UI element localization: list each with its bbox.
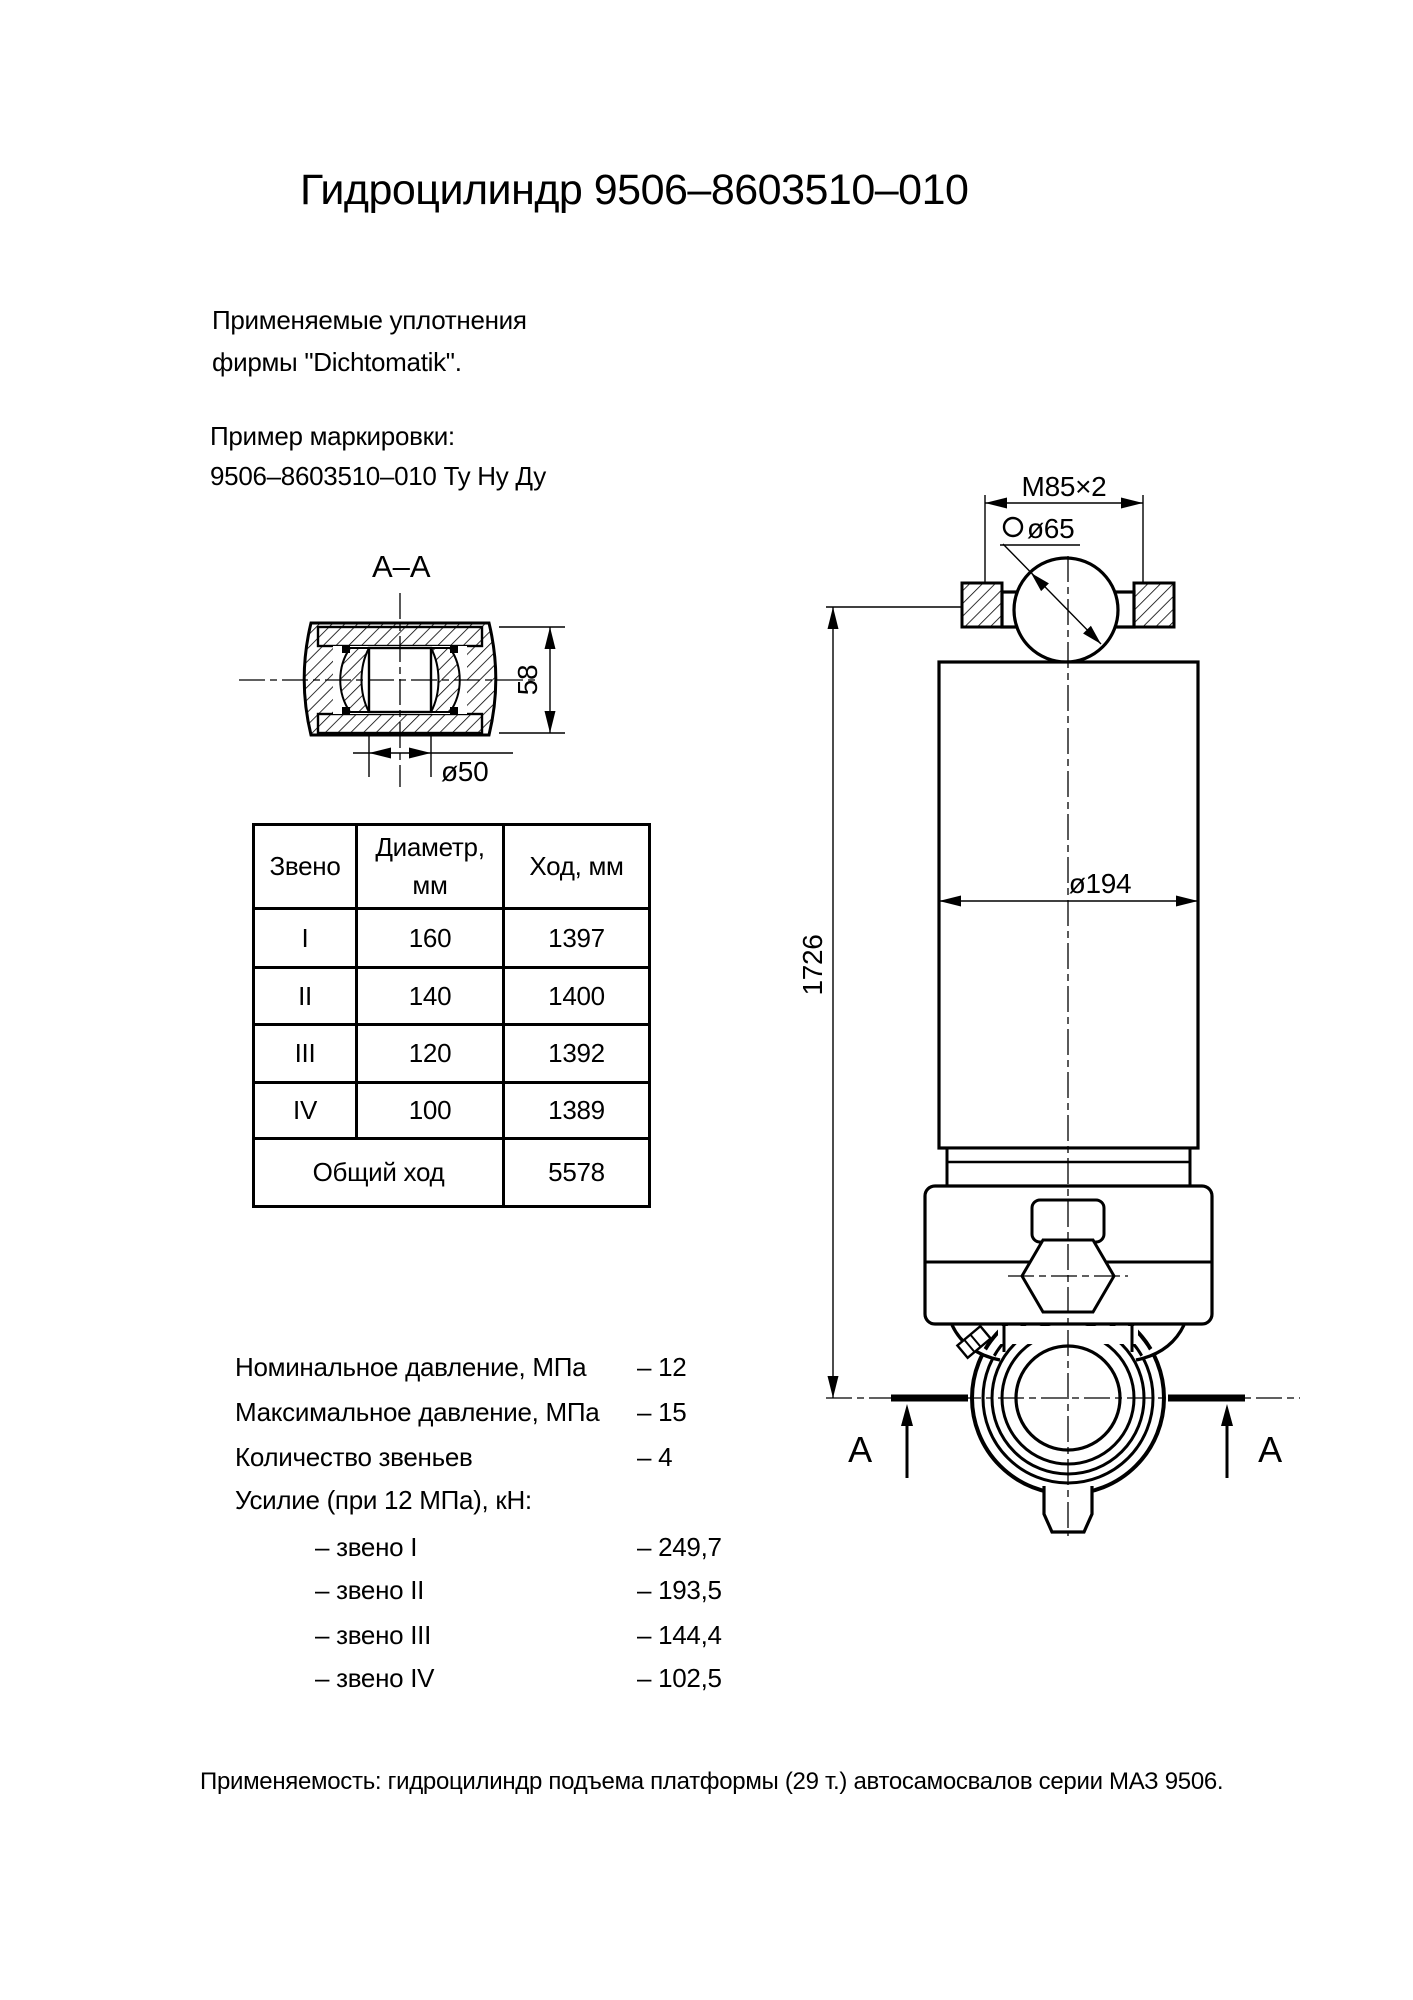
col-header-stroke: Ход, мм: [504, 825, 650, 909]
table-row: IV 100 1389: [254, 1083, 650, 1139]
spec-label: Усилие (при 12 МПа), кН:: [235, 1485, 532, 1515]
table-row: III 120 1392: [254, 1025, 650, 1083]
section-letter-right: A: [1258, 1429, 1282, 1470]
arrowhead: [1121, 498, 1143, 509]
dim-text-58: 58: [512, 664, 543, 696]
arrowhead: [545, 711, 556, 733]
col-header-diameter: Диаметр, мм: [357, 825, 504, 909]
marking-value: 9506–8603510–010 Ту Ну Ду: [210, 461, 546, 491]
seal-ring: [450, 645, 458, 653]
section-letter-left: A: [848, 1429, 872, 1470]
section-view-a-a: [215, 575, 615, 805]
seals-note-line2: фирмы "Dichtomatik".: [212, 347, 462, 377]
spec-label-indent: – звено I: [315, 1532, 418, 1562]
spec-value: – 12: [637, 1352, 687, 1382]
spec-label: Номинальное давление, МПа: [235, 1352, 587, 1382]
total-value: 5578: [504, 1139, 650, 1207]
arrowhead: [828, 607, 839, 629]
seals-note-line1: Применяемые уплотнения: [212, 305, 527, 335]
dim-text-barrel: ø194: [1068, 868, 1132, 899]
col-header-link: Звено: [254, 825, 357, 909]
spec-label: Максимальное давление, МПа: [235, 1397, 600, 1427]
dim-text-bore: ø50: [441, 756, 489, 787]
sphere-diameter-symbol: [1004, 518, 1022, 536]
ball-head: [1014, 558, 1118, 662]
section-arrow-left: [901, 1404, 913, 1426]
page-title: Гидроцилиндр 9506–8603510–010: [300, 166, 969, 214]
applicability-note: Применяемость: гидроцилиндр подъема платформы (29 т.) автосамосвалов серии МАЗ 9506.: [200, 1768, 1224, 1795]
table-row: I 160 1397: [254, 909, 650, 968]
spec-value: – 102,5: [637, 1663, 722, 1693]
dim-text-length: 1726: [797, 934, 828, 996]
spec-label-indent: – звено IV: [315, 1663, 435, 1693]
arrowhead: [985, 498, 1007, 509]
seal-ring: [342, 707, 350, 715]
spec-label-indent: – звено II: [315, 1575, 425, 1605]
table-total-row: [254, 1139, 650, 1207]
total-label: Общий ход: [254, 1139, 504, 1207]
arrowhead: [545, 627, 556, 649]
spec-value: – 15: [637, 1397, 687, 1427]
head-nut-right: [1134, 583, 1174, 627]
dim-text-thread: M85×2: [1021, 471, 1107, 502]
seal-ring: [450, 707, 458, 715]
spec-label: Количество звеньев: [235, 1442, 473, 1472]
section-arrow-right: [1221, 1404, 1233, 1426]
dim-text-sphere: ø65: [1027, 513, 1075, 544]
main-view: [640, 370, 1300, 1545]
link-parameters-table: [252, 823, 651, 1208]
arrowhead: [369, 748, 391, 759]
spec-label-indent: – звено III: [315, 1620, 431, 1650]
marking-label: Пример маркировки:: [210, 421, 455, 451]
spec-value: – 249,7: [637, 1532, 722, 1562]
section-view-label: А–А: [372, 549, 431, 584]
spec-value: – 193,5: [637, 1575, 722, 1605]
arrowhead: [409, 748, 431, 759]
head-nut-left: [962, 583, 1002, 627]
spec-value: – 144,4: [637, 1620, 722, 1650]
arrowhead: [828, 1376, 839, 1398]
seal-ring: [342, 645, 350, 653]
table-row: II 140 1400: [254, 968, 650, 1025]
spec-value: – 4: [637, 1442, 673, 1472]
